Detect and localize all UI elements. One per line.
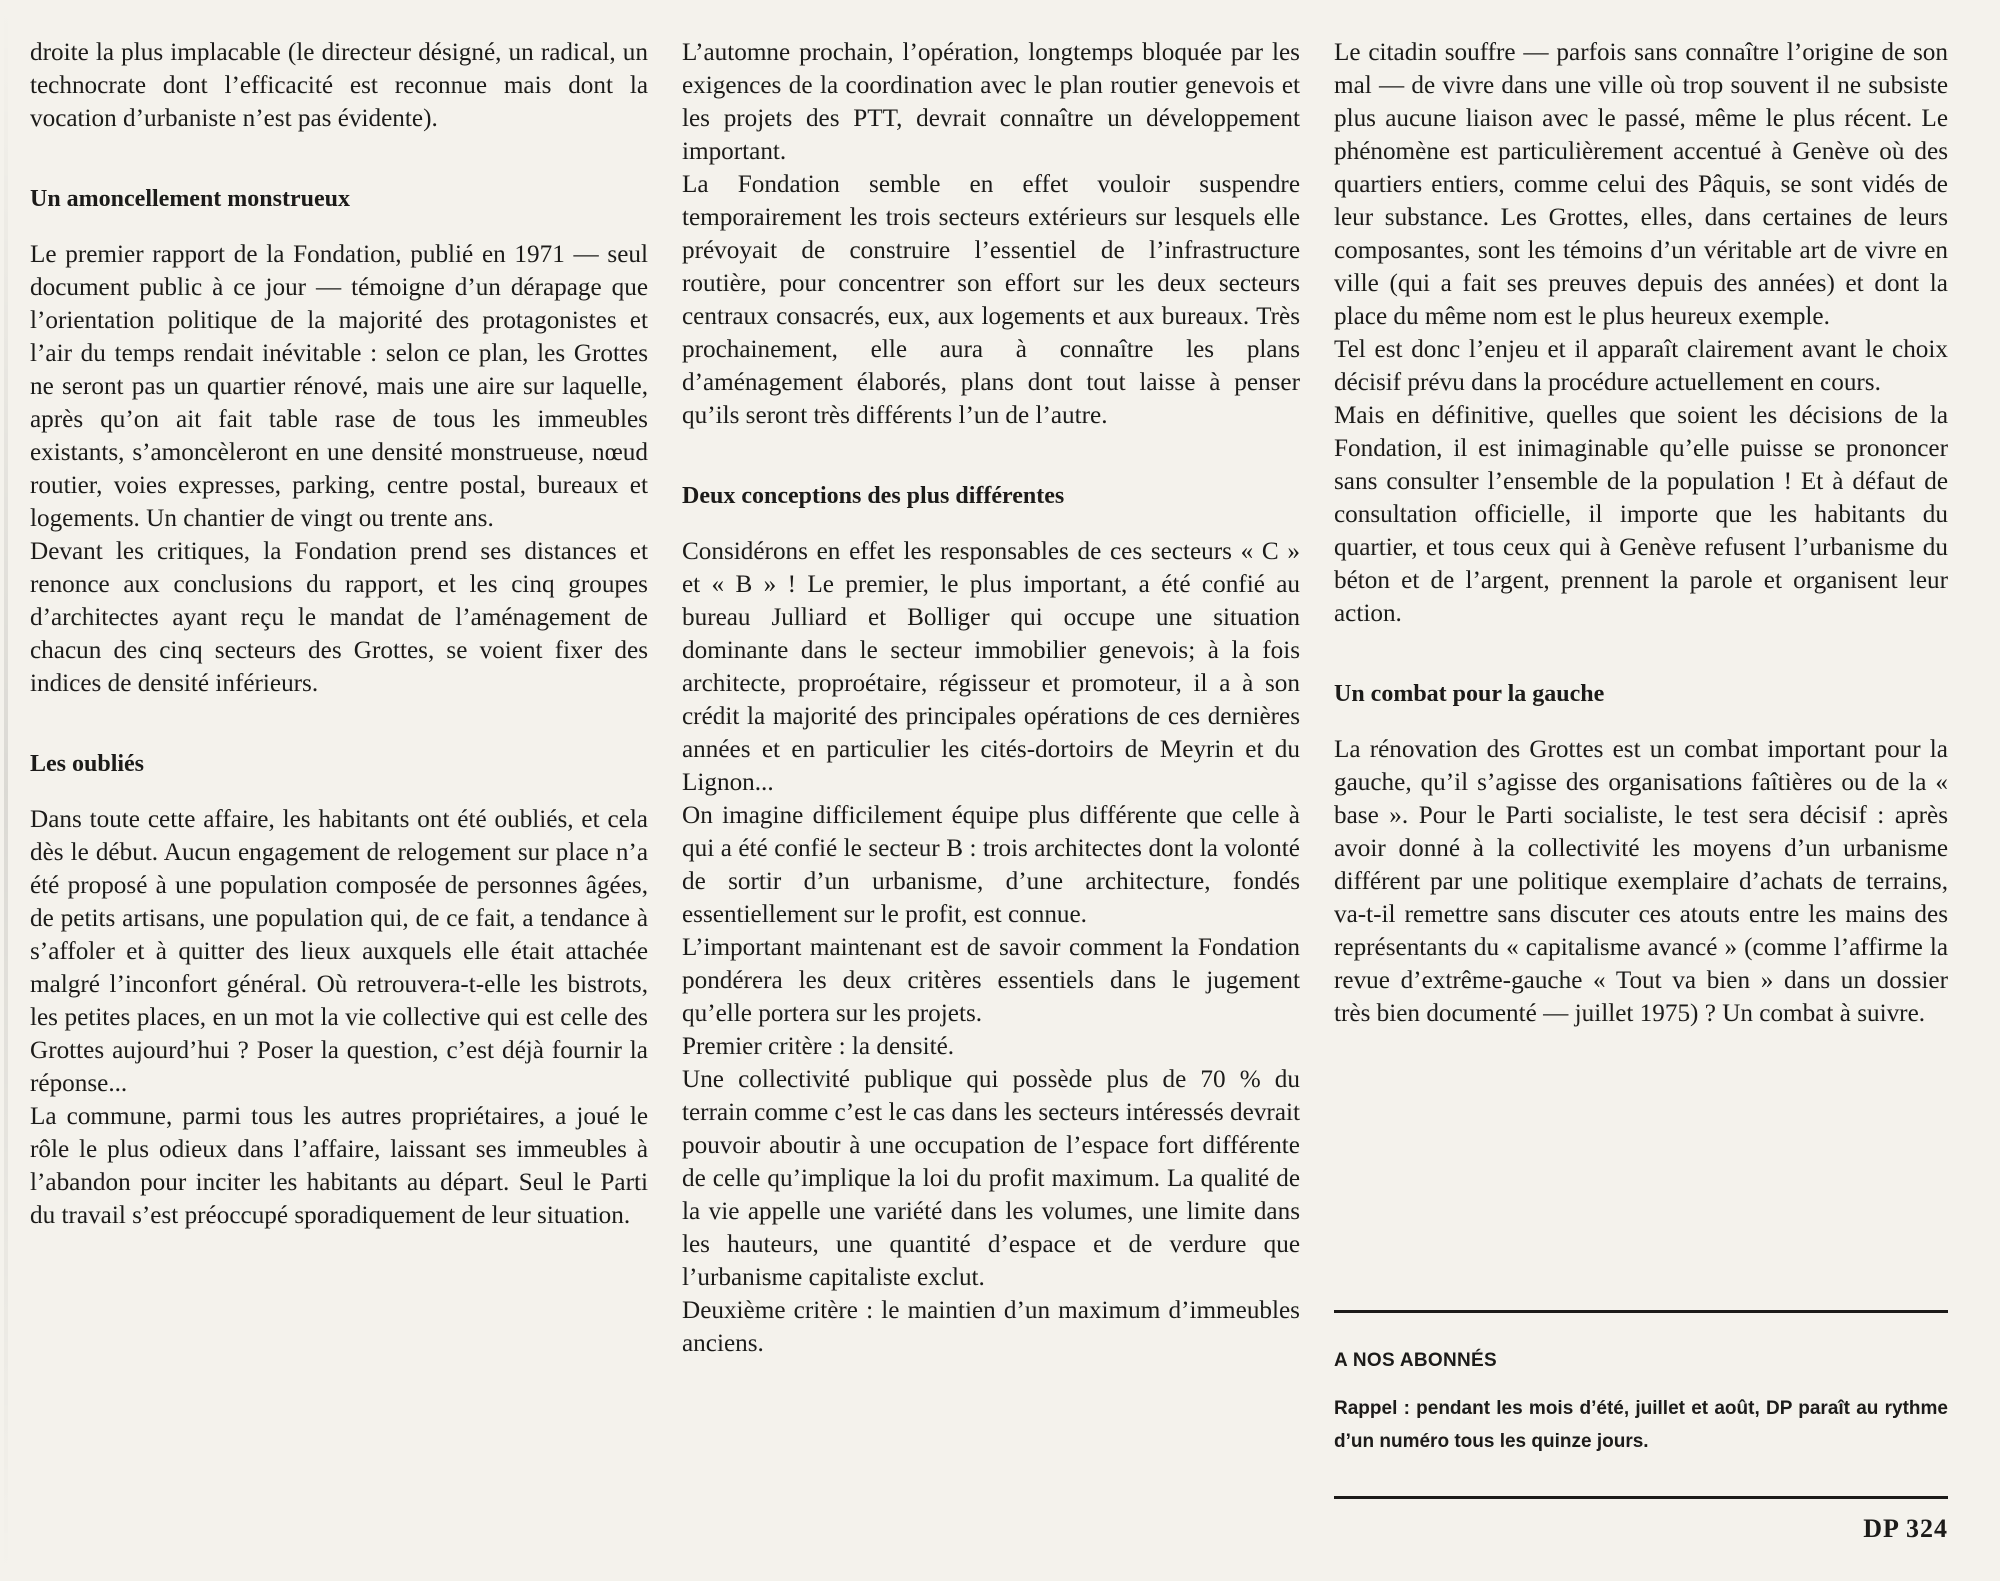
paragraph: La rénovation des Grottes est un combat important pour la gauche, qu’il s’agisse des organisations faîtières ou de la « base ». Pour le Parti socialiste, le test sera décisif : après avoir donné à la collectivité les moyens d’un urbanisme différent par une politique exemplaire d’achats de terrains, va-t-il remettre sans discuter ces atouts entre les mains des représentants du « capitalisme avancé » (comme l’affirme la revue d’extrême-gauche « Tout va bien » dans un dossier très bien documenté — juillet 1975) ? Un combat à suivre.: [1334, 736, 1948, 1027]
section-heading: Un amoncellement monstrueux: [30, 186, 350, 212]
section-heading: Les oubliés: [30, 751, 145, 777]
notice-top-rule: [1334, 1310, 1948, 1313]
section-heading: Deux conceptions des plus différentes: [682, 483, 1065, 509]
paragraph: Devant les critiques, la Fondation prend ses distances et renonce aux conclusions du rapport, et les cinq groupes d’architectes ayant reçu le mandat de l’aménagement de chacun des cinq secteurs des Grottes, se voient fixer des indices de densité inférieurs.: [30, 538, 648, 697]
notice-title: A NOS ABONNÉS: [1334, 1350, 1497, 1371]
paragraph: Le premier rapport de la Fondation, publié en 1971 — seul document public à ce jour — témoigne d’un dérapage que l’orientation politique de la majorité des protagonistes et l’air du temps rendait inévitable : selon ce plan, les Grottes ne seront pas un quartier rénové, mais une aire sur laquelle, après qu’on ait fait table rase de tous les immeubles existants, s’amoncèleront en une densité monstrueuse, nœud routier, voies expresses, parking, centre postal, bureaux et logements. Un chantier de vingt ou trente ans.: [30, 241, 648, 532]
paragraph: Une collectivité publique qui possède plus de 70 % du terrain comme c’est le cas dans les secteurs intéressés devrait pouvoir aboutir à une occupation de l’espace fort différente de celle qu’implique la loi du profit maximum. La qualité de la vie appelle une variété dans les volumes, une limite dans les hauteurs, une quantité d’espace et de verdure que l’urbanisme capitaliste exclut.: [682, 1066, 1300, 1291]
paragraph: Considérons en effet les responsables de ces secteurs « C » et « B » ! Le premier, le plus important, a été confié au bureau Julliard et Bolliger qui occupe une situation dominante dans le secteur immobilier genevois; à la fois architecte, proproétaire, régisseur et promoteur, il a à son crédit la majorité des principales opérations de ces dernières années et en particulier les cités-dortoirs de Meyrin et du Lignon...: [682, 538, 1300, 796]
paragraph: Dans toute cette affaire, les habitants ont été oubliés, et cela dès le début. Aucun engagement de relogement sur place n’a été proposé à une population composée de personnes âgées, de petits artisans, une population qui, de ce fait, a tendance à s’affoler et à quitter des lieux auxquels elle était attachée malgré l’inconfort général. Où retrouvera-t-elle les bistrots, les petites places, en un mot la vie collective qui est celle des Grottes aujourd’hui ? Poser la question, c’est déjà fournir la réponse...: [30, 806, 648, 1097]
notice-text: Rappel : pendant les mois d’été, juillet et août, DP paraît au rythme d’un numéro tous les quinze jours.: [1334, 1398, 1948, 1452]
paragraph: Mais en définitive, quelles que soient les décisions de la Fondation, il est inimaginable qu’elle puisse se prononcer sans consulter l’ensemble de la population ! Et à défaut de consultation officielle, il importe que les habitants du quartier, et tous ceux qui à Genève refusent l’urbanisme du béton et de l’argent, prennent la parole et organisent leur action.: [1334, 402, 1948, 627]
section-heading: Un combat pour la gauche: [1334, 681, 1605, 707]
paragraph: Le citadin souffre — parfois sans connaître l’origine de son mal — de vivre dans une ville où trop souvent il ne subsiste plus aucune liaison avec le passé, même le plus récent. Le phénomène est particulièrement accentué à Genève où des quartiers entiers, comme celui des Pâquis, se sont vidés de leur substance. Les Grottes, elles, dans certaines de leurs composantes, sont les témoins d’un véritable art de vivre en ville (qui a fait ses preuves depuis des années) et dont la place du même nom est le plus heureux exemple.: [1334, 39, 1948, 330]
paragraph: L’important maintenant est de savoir comment la Fondation pondérera les deux critères essentiels dans le jugement qu’elle portera sur les projets.: [682, 934, 1300, 1027]
paragraph: La commune, parmi tous les autres propriétaires, a joué le rôle le plus odieux dans l’affaire, laissant ses immeubles à l’abandon pour inciter les habitants au départ. Seul le Parti du travail s’est préoccupé sporadiquement de leur situation.: [30, 1103, 648, 1229]
paragraph: On imagine difficilement équipe plus différente que celle à qui a été confié le secteur B : trois architectes dont la volonté de sortir d’un urbanisme, d’une architecture, fondés essentiellement sur le profit, est connue.: [682, 802, 1300, 928]
notice-bottom-rule: [1334, 1496, 1948, 1499]
page-edge-shadow: [4, 0, 8, 1581]
paragraph: La Fondation semble en effet vouloir suspendre temporairement les trois secteurs extérieurs sur lesquels elle prévoyait de construire l’essentiel de l’infrastructure routière, pour concentrer son effort sur les deux secteurs centraux consacrés, eux, aux logements et aux bureaux. Très prochainement, elle aura à connaître les plans d’aménagement élaborés, plans dont tout laisse à penser qu’ils seront très différents l’un de l’autre.: [682, 171, 1300, 429]
article-column-2: [682, 36, 1300, 1360]
page-number: DP 324: [1863, 1514, 1948, 1543]
paragraph: droite la plus implacable (le directeur désigné, un radical, un technocrate dont l’efficacité est reconnue mais dont la vocation d’urbaniste n’est pas évidente).: [30, 39, 648, 132]
paragraph: Tel est donc l’enjeu et il apparaît clairement avant le choix décisif prévu dans la procédure actuellement en cours.: [1334, 336, 1948, 396]
paragraph: Premier critère : la densité.: [682, 1033, 955, 1060]
paragraph: Deuxième critère : le maintien d’un maximum d’immeubles anciens.: [682, 1297, 1300, 1357]
article-column-3: [1334, 36, 1948, 1030]
paragraph: L’automne prochain, l’opération, longtemps bloquée par les exigences de la coordination avec le plan routier genevois et les projets des PTT, devrait connaître un développement important.: [682, 39, 1300, 165]
article-column-1: [30, 36, 648, 1232]
